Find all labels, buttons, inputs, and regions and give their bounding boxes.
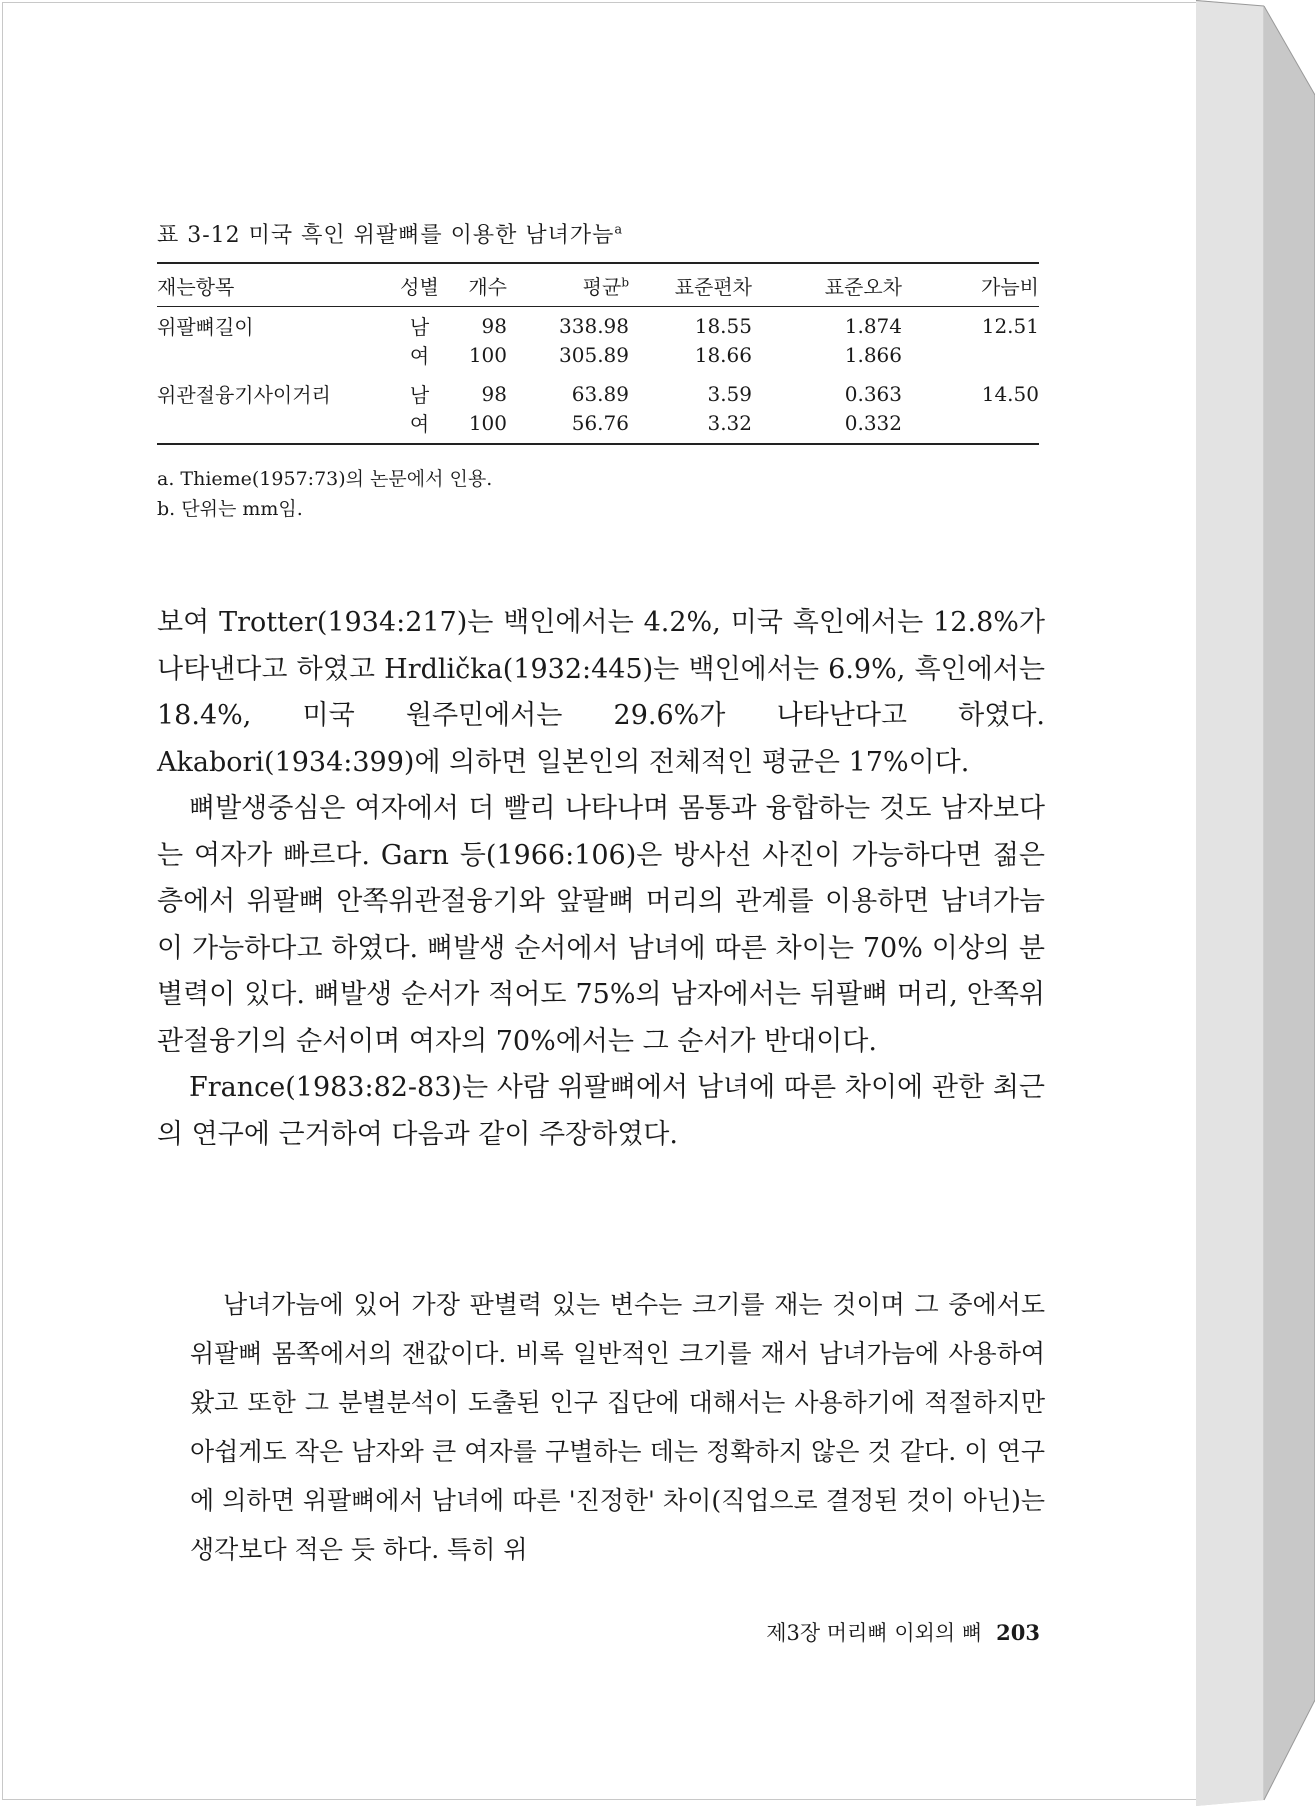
table-caption-text: 표 3-12 미국 흑인 위팔뼈를 이용한 남녀가늠 [157,223,615,248]
measurement-table [157,262,1039,445]
page-edge-3d [1196,0,1315,1806]
cell-sex: 남 [409,315,430,339]
header-se: 표준오차 [752,263,902,307]
header-sex: 성별 [397,263,442,307]
cell-count: 98 [481,313,507,338]
cell-sd: 3.59 [707,381,752,406]
cell-item [157,340,397,375]
table-note: a. Thieme(1957:73)의 논문에서 인용. [157,468,493,490]
cell-se: 1.866 [844,342,902,367]
table-caption [157,218,623,249]
cell-sex: 여 [409,344,430,368]
cell-se: 0.332 [844,410,902,435]
header-mean [507,263,629,307]
body-paragraph: 보여 Trotter(1934:217)는 백인에서는 4.2%, 미국 흑인에서는 12.8%가 나타낸다고 하였고 Hrdlička(1932:445)는 백인에서는 6.9%, 흑인에서는 18.4%, 미국 원주민에서는 29.6%가 나타난다고 하였다. Akabori(1934:399)에 의하면 일본인의 전체적인 평균은 17%이다. [157,607,1045,778]
cell-item: 위팔뼈길이 [157,315,254,339]
header-ratio: 가늠비 [902,263,1039,307]
cell-item [157,408,397,444]
header-mean-label: 평균 [582,274,622,299]
cell-sd: 18.66 [694,342,752,367]
table-row [157,375,1039,408]
cell-mean: 338.98 [559,313,629,338]
table-header-row [157,263,1039,307]
page-footer [0,1617,1040,1647]
cell-ratio: 12.51 [981,313,1039,338]
running-chapter-title: 제3장 머리뼈 이외의 뼈 [766,1621,983,1645]
cell-mean: 305.89 [559,342,629,367]
cell-mean: 56.76 [571,410,629,435]
cell-sd: 18.55 [694,313,752,338]
header-sd: 표준편차 [629,263,752,307]
body-text [157,600,1045,1158]
cell-se: 0.363 [844,381,902,406]
cell-count: 100 [468,410,507,435]
cell-count: 98 [481,381,507,406]
table-row [157,307,1039,341]
cell-sd: 3.32 [707,410,752,435]
cell-ratio: 14.50 [981,381,1039,406]
cell-count: 100 [468,342,507,367]
table-row [157,408,1039,444]
cell-item: 위관절융기사이거리 [157,383,331,407]
body-paragraph: France(1983:82-83)는 사람 위팔뼈에서 남녀에 따른 차이에 관한 최근의 연구에 근거하여 다음과 같이 주장하였다. [157,1072,1045,1150]
header-item: 재는항목 [157,263,397,307]
cell-ratio [902,408,1039,444]
cell-ratio [902,340,1039,375]
table-row [157,340,1039,375]
caption-note-mark: a [614,222,624,238]
header-mean-mark: b [621,274,629,289]
body-paragraph: 뼈발생중심은 여자에서 더 빨리 나타나며 몸통과 융합하는 것도 남자보다는 여자가 빠르다. Garn 등(1966:106)은 방사선 사진이 가능하다면 젊은 층에서 위팔뼈 안쪽위관절융기와 앞팔뼈 머리의 관계를 이용하면 남녀가늠이 가능하다고 하였다. 뼈발생 순서에서 남녀에 따른 차이는 70% 이상의 분별력이 있다. 뼈발생 순서가 적어도 75%의 남자에서는 뒤팔뼈 머리, 안쪽위관절융기의 순서이며 여자의 70%에서는 그 순서가 반대이다. [157,793,1045,1057]
cell-se: 1.874 [844,313,902,338]
cell-sex: 여 [409,412,430,436]
header-count: 개수 [442,263,507,307]
block-quote [190,1280,1045,1574]
table-note: b. 단위는 mm임. [157,498,303,520]
cell-mean: 63.89 [571,381,629,406]
quote-paragraph: 남녀가늠에 있어 가장 판별력 있는 변수는 크기를 재는 것이며 그 중에서도 위팔뼈 몸쪽에서의 잰값이다. 비록 일반적인 크기를 재서 남녀가늠에 사용하여 왔고 또한 그 분별분석이 도출된 인구 집단에 대해서는 사용하기에 적절하지만 아쉽게도 작은 남자와 큰 여자를 구별하는 데는 정확하지 않은 것 같다. 이 연구에 의하면 위팔뼈에서 남녀에 따른 '진정한' 차이(직업으로 결정된 것이 아닌)는 생각보다 적은 듯 하다. 특히 위 [190,1290,1045,1564]
cell-sex: 남 [409,383,430,407]
page-number: 203 [996,1620,1040,1645]
table-notes [157,464,492,524]
